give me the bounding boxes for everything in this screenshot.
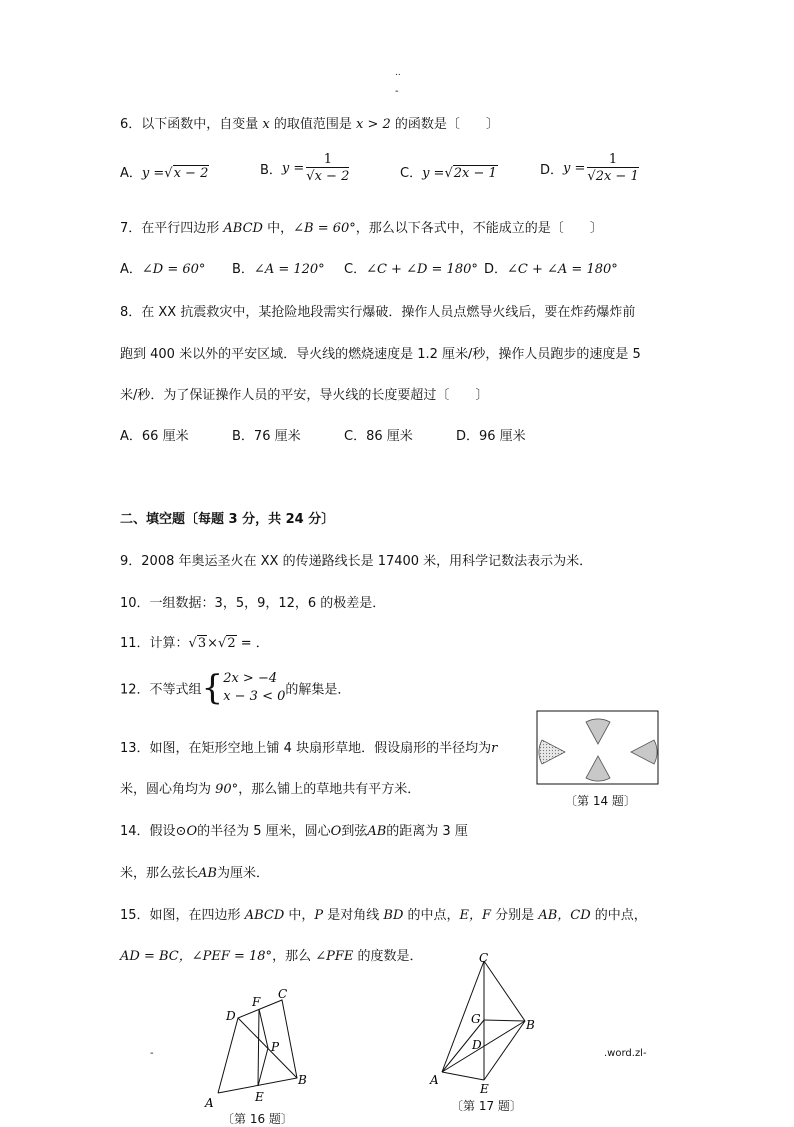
q8-option-a: A．66 厘米: [120, 429, 189, 444]
label-a: A: [430, 1073, 439, 1087]
question-11: 11．计算：√3×√2 = ．: [120, 636, 269, 651]
q8-option-d: D．96 厘米: [456, 429, 526, 444]
label-c: C: [479, 951, 489, 965]
figure-sectors: [536, 710, 660, 786]
figure-16-caption: 〔第 16 题〕: [222, 1112, 293, 1126]
header-dots: ..: [395, 68, 401, 78]
q6-option-a: A．y =√x − 2: [120, 166, 209, 181]
section-heading: 二、填空题〔每题 3 分，共 24 分〕: [120, 512, 335, 527]
q6-option-b: B．y = $\frac{1}{√x - 2}$: [260, 152, 350, 184]
question-12: 12．不等式组{ 2x > −4 x − 3 < 0 的解集是．: [120, 668, 351, 708]
sector-bottom: [586, 756, 610, 781]
header-dash: -: [395, 86, 399, 97]
figure-17: [425, 950, 545, 1095]
question-9: 9．2008 年奥运圣火在 XX 的传递路线长是 17400 米，用科学记数法表示为米．: [120, 554, 593, 569]
q6-option-c: C．y =√2x − 1: [400, 166, 497, 181]
question-13-line-2: 米，圆心角均为 90°，那么铺上的草地共有平方米．: [120, 782, 421, 797]
label-d: D: [226, 1009, 236, 1023]
label-a: A: [205, 1096, 214, 1110]
question-14-line-2: 米，那么弦长AB为厘米．: [120, 866, 269, 881]
segment-fp: [259, 1009, 268, 1048]
q7-option-d: D．∠C + ∠A = 180°: [484, 262, 618, 277]
figure-14-caption: 〔第 14 题〕: [565, 794, 636, 808]
question-8-line-2: 跑到 400 米以外的平安区域．导火线的燃烧速度是 1.2 厘米/秒，操作人员跑步的速度是 5: [120, 347, 641, 362]
q7-option-c: C．∠C + ∠D = 180°: [344, 262, 478, 277]
footer-right: .word.zl-: [604, 1048, 647, 1059]
label-p: P: [271, 1040, 280, 1054]
sector-left: [539, 740, 565, 764]
sector-top: [586, 719, 610, 744]
q6-option-d: D．y = $\frac{1}{√2x - 1}$: [540, 152, 639, 184]
question-15-line-2: AD = BC，∠PEF = 18°，那么 ∠PFE 的度数是．: [120, 949, 423, 964]
question-14-line-1: 14．假设⊙O的半径为 5 厘米，圆心O到弦AB的距离为 3 厘: [120, 824, 468, 839]
q8-option-b: B．76 厘米: [232, 429, 301, 444]
label-b: B: [298, 1073, 307, 1087]
segment-cb: [484, 961, 525, 1021]
q7-option-a: A．∠D = 60°: [120, 262, 206, 277]
segment-eb: [484, 1021, 525, 1080]
question-10: 10．一组数据：3，5，9，12，6 的极差是．: [120, 596, 386, 611]
segment-ae: [442, 1072, 484, 1080]
figure-17-caption: 〔第 17 题〕: [451, 1099, 522, 1113]
q7-option-b: B．∠A = 120°: [232, 262, 325, 277]
q8-option-c: C．86 厘米: [344, 429, 413, 444]
label-b: B: [526, 1018, 535, 1032]
segment-ep: [258, 1048, 268, 1086]
segment-ef: [258, 1009, 259, 1086]
segment-gb: [484, 1020, 525, 1021]
label-d: D: [472, 1038, 482, 1052]
question-8-line-1: 8．在 XX 抗震救灾中，某抢险地段需实行爆破．操作人员点燃导火线后，要在炸药爆炸前: [120, 305, 636, 320]
label-g: G: [471, 1012, 481, 1026]
figure-16: [200, 985, 315, 1110]
label-c: C: [278, 987, 288, 1001]
question-8-line-3: 米/秒．为了保证操作人员的平安，导火线的长度要超过〔 〕: [120, 388, 489, 403]
label-e: E: [480, 1082, 489, 1095]
label-f: F: [252, 995, 261, 1009]
footer-left: -: [150, 1048, 154, 1059]
question-15-line-1: 15．如图，在四边形 ABCD 中，P 是对角线 BD 的中点，E，F 分别是 AB，CD 的中点，: [120, 908, 647, 923]
question-7: 7．在平行四边形 ABCD 中，∠B = 60°，那么以下各式中，不能成立的是〔 〕: [120, 221, 603, 236]
question-13-line-1: 13．如图，在矩形空地上铺 4 块扇形草地．假设扇形的半径均为r: [120, 741, 498, 756]
question-6: 6．以下函数中，自变量 x 的取值范围是 x > 2 的函数是〔 〕: [120, 117, 499, 132]
label-e: E: [255, 1090, 264, 1104]
sector-right: [631, 740, 657, 764]
